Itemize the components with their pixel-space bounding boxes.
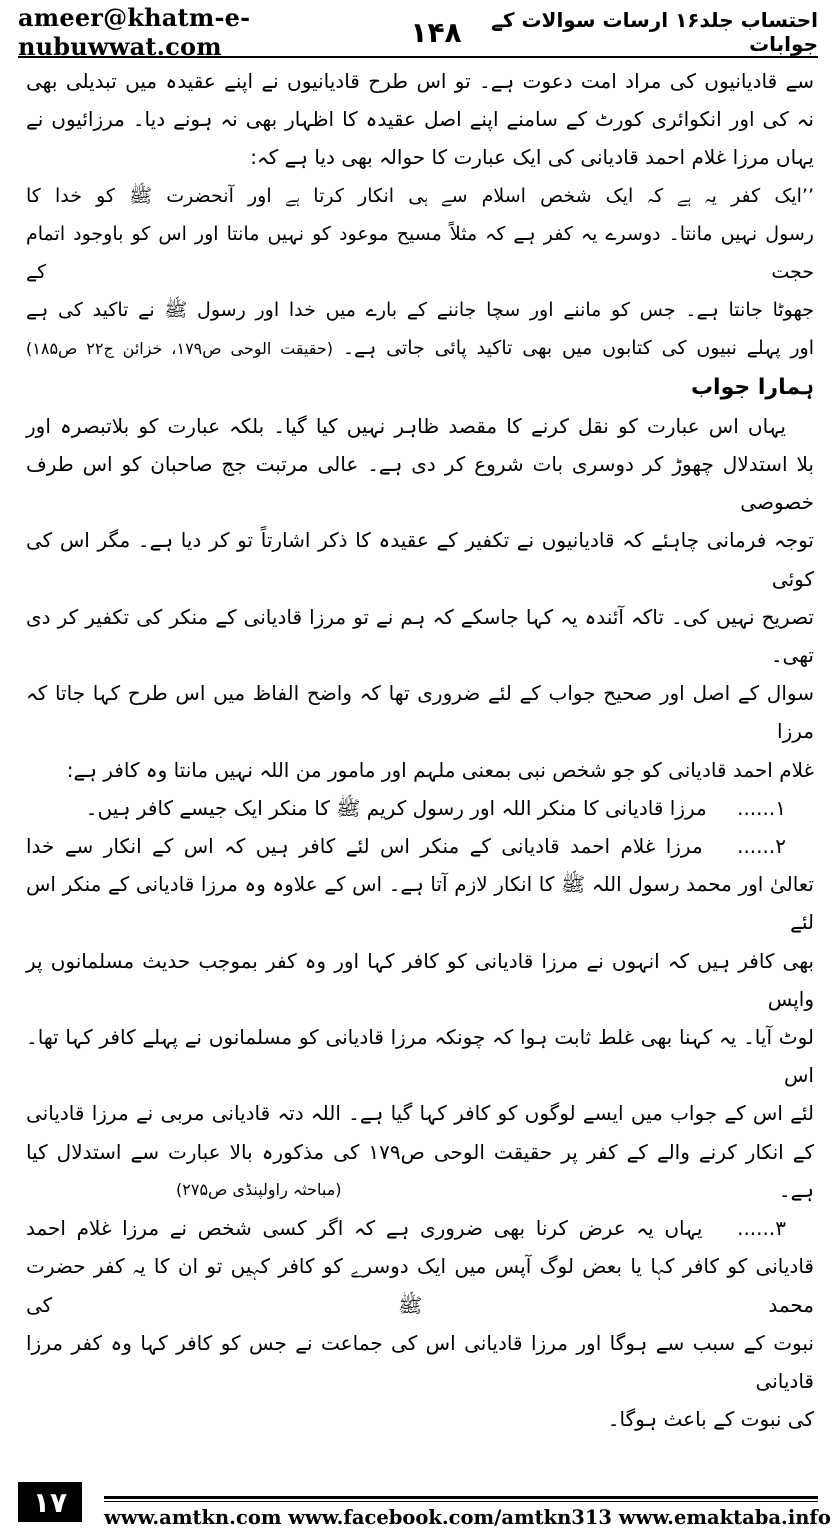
text-end: ہے۔: [778, 1177, 814, 1202]
header-left: [18, 3, 462, 61]
text-line: سوال کے اصل اور صحیح جواب کے لئے ضروری تھا کہ واضح الفاظ میں اس طرح کہا جاتا کہ مرزا: [26, 681, 814, 744]
text-line: لئے اس کے جواب میں ایسے لوگوں کو کافر کہا گیا ہے۔ اللہ دتہ قادیانی مربی نے مرزا قادیانی: [26, 1101, 814, 1126]
text-line: بھی کافر ہیں کہ انہوں نے مرزا قادیانی کو کافر کہا اور وہ کفر بموجب حدیث مسلمانوں پر واپس: [26, 948, 814, 1011]
quote-line: ’’ایک کفر یہ ہے کہ ایک شخص اسلام سے ہی انکار کرتا ہے اور آنحضرت ﷺ کو خدا کا: [26, 184, 814, 207]
quote-line-last: [26, 329, 814, 368]
list-marker: ۱......: [737, 795, 786, 820]
text-line: نہ کی اور انکوائری کورٹ کے سامنے اپنے اصل عقیدہ کا اظہار بھی نہ ہونے دیا۔ مرزائیوں نے: [26, 107, 814, 132]
text-line: کے انکار کرنے والے کے کفر پر حقیقت الوحی ص۱۷۹ کی مذکورہ بالا عبارت سے استدلال کیا: [26, 1139, 814, 1164]
text-line-with-reference: [26, 1171, 814, 1209]
list-item-3: [26, 1209, 814, 1438]
paragraph-2: [26, 407, 814, 789]
list-marker: ۳......: [737, 1216, 786, 1241]
page-header: [18, 3, 818, 61]
page-body: [26, 62, 814, 1462]
list-item-line: [26, 827, 814, 865]
quote-block: [26, 177, 814, 369]
text-line: قادیانی کو کافر کہا یا بعض لوگ آپس میں ایک دوسرے کو کافر کہیں تو ان کا یہ کفر حضرت محمد ﷺ کی: [26, 1254, 814, 1317]
quote-reference: (حقیقت الوحی ص۱۷۹، خزائن ج۲۲ ص۱۸۵): [26, 339, 334, 359]
list-item-2: [26, 827, 814, 1209]
text-line: یہاں مرزا غلام احمد قادیانی کی ایک عبارت کا حوالہ بھی دیا ہے کہ:: [250, 145, 814, 170]
list-item-text: مرزا قادیانی کا منکر اللہ اور رسول کریم ﷺ کا منکر ایک جیسے کافر ہیں۔: [85, 795, 707, 820]
quote-line: جھوٹا جانتا ہے۔ جس کو ماننے اور سچا جاننے کے بارے میں خدا اور رسول ﷺ نے تاکید کی ہے: [26, 299, 814, 322]
text-line: سے قادیانیوں کی مراد امت دعوت ہے۔ تو اس طرح قادیانیوں نے اپنے عقیدہ میں تبدیلی بھی: [26, 69, 814, 93]
header-book-title: احتساب جلد۱۶ ارسات سوالات کے جوابات: [491, 8, 818, 56]
footer-urls[interactable]: www.amtkn.com www.facebook.com/amtkn313 www.emaktaba.info: [104, 1506, 831, 1529]
text-line: تصریح نہیں کی۔ تاکہ آئندہ یہ کہا جاسکے کہ ہم نے تو مرزا قادیانی کے منکر کی تکفیر کر دی تھی۔: [26, 604, 814, 668]
text-line: نبوت کے سبب سے ہوگا اور مرزا قادیانی اس کی جماعت نے جس کو کافر کہا وہ کفر مرزا قادیانی: [26, 1330, 814, 1393]
page-footer: [0, 1470, 840, 1540]
quote-line: رسول نہیں مانتا۔ دوسرے یہ کفر ہے کہ مثلاً مسیح موعود کو نہیں مانتا اور اس کو باوجود اتمام حجت کے: [26, 222, 814, 284]
list-item-text: یہاں یہ عرض کرنا بھی ضروری ہے کہ اگر کسی شخص نے مرزا غلام احمد: [26, 1216, 703, 1241]
list-item-line: [26, 789, 814, 827]
paragraph-1: [26, 62, 814, 177]
quote-text: اور پہلے نبیوں کی کتابوں میں بھی تاکید پائی جاتی ہے۔: [342, 337, 814, 360]
section-heading: ہمارا جواب: [690, 374, 814, 400]
text-line: توجہ فرمانی چاہئے کہ قادیانیوں نے تکفیر کے عقیدہ کا ذکر اشارتاً تو کر دیا ہے۔ مگر اس کی کوئی: [26, 528, 814, 591]
text-line: لوٹ آیا۔ یہ کہنا بھی غلط ثابت ہوا کہ چونکہ مرزا قادیانی کو مسلمانوں نے پہلے کافر کہا تھا۔ اس: [26, 1025, 814, 1088]
text-line: غلام احمد قادیانی کو جو شخص نبی بمعنی ملہم اور مامور من اللہ نہیں مانتا وہ کافر ہے:: [66, 757, 814, 782]
header-email: ameer@khatm-e-nubuwwat.com: [18, 3, 251, 61]
item-reference: (مباحثہ راولپنڈی ص۲۷۵): [176, 1179, 342, 1199]
text-line: تعالیٰ اور محمد رسول اللہ ﷺ کا انکار لازم آتا ہے۔ اس کے علاوہ وہ مرزا قادیانی کے منکر اس لئے: [26, 872, 814, 935]
text-line: یہاں اس عبارت کو نقل کرنے کا مقصد ظاہر نہیں کیا گیا۔ بلکہ عبارت کو بلاتبصرہ اور: [26, 413, 786, 438]
footer-page-number: ۱۷: [18, 1482, 82, 1522]
text-line: کی نبوت کے باعث ہوگا۔: [607, 1407, 814, 1432]
list-item-1: [26, 789, 814, 827]
list-marker: ۲......: [737, 834, 786, 859]
footer-rule-thin: [104, 1501, 818, 1502]
list-item-text: مرزا غلام احمد قادیانی کے منکر اس لئے کافر ہیں کہ اس کے انکار سے خدا: [26, 834, 703, 859]
footer-rule-thick: [104, 1496, 818, 1499]
list-item-line: [26, 1209, 814, 1247]
text-line: بلا استدلال چھوڑ کر دوسری بات شروع کر دی ہے۔ عالی مرتبت جج صاحبان کو اس طرف خصوصی: [26, 452, 814, 515]
header-page-number: ۱۴۸: [410, 15, 462, 49]
header-rule: [18, 56, 818, 58]
